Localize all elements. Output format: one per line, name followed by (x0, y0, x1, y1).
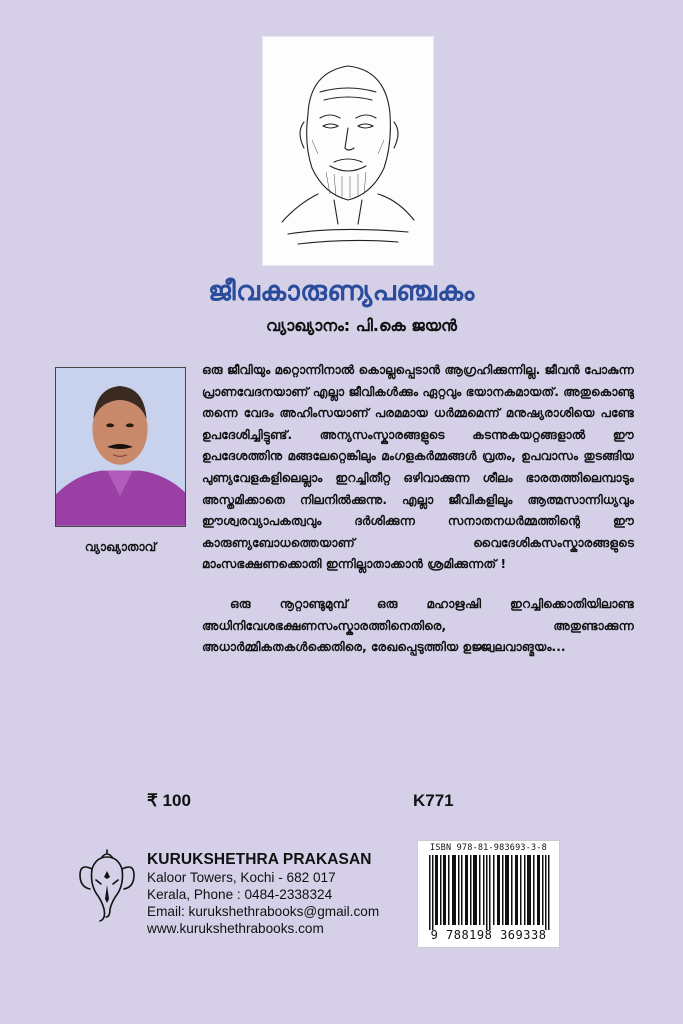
blurb-paragraph: ഒരു നൂറ്റാണ്ടുമുമ്പ് ഒരു മഹാഋഷി ഇറച്ചിക്കൊതിയിലാണ്ട അധിനിവേശഭക്ഷണസംസ്കാരത്തിനെതിരെ, അതുണ്ടാക്കുന്ന അധാർമ്മികതകൾക്കെതിരെ, രേഖപ്പെടുത്തിയ ഉജ്ജ്വലവാങ്മയം... (202, 596, 634, 655)
author-photo (55, 367, 186, 527)
author-caption: വ്യാഖ്യാതാവ് (84, 540, 157, 554)
isbn-label: ISBN 978-81-983693-3-8 (430, 843, 547, 853)
book-title: ജീവകാരുണ്യപഞ്ചകം (208, 276, 475, 307)
isbn-digits: 9 788198 369338 (430, 928, 547, 942)
sketch-portrait (262, 36, 434, 266)
publisher-info (147, 851, 379, 937)
book-subtitle: വ്യാഖ്യാനം: പി.കെ ജയൻ (266, 316, 457, 335)
barcode-bars-icon (425, 855, 553, 930)
blurb-paragraph: ഒരു ജീവിയും മറ്റൊന്നിനാൽ കൊല്ലപ്പെടാൻ ആഗ്രഹിക്കുന്നില്ല. ജീവൻ പോകുന്ന പ്രാണവേദനയാണ് എല്ലാ ജീവികൾക്കും ഏറ്റവും ഭയാനകമായത്. അതുകൊണ്ടു തന്നെ വേദം അഹിംസയാണ് പരമമായ ധർമ്മമെന്ന് മനുഷ്യരാശിയെ പണ്ടേ ഉപദേശിച്ചിട്ടുണ്ട്. അന്യസംസ്കാരങ്ങളുടെ കടന്നുകയറ്റങ്ങളാൽ ഈ ഉപദേശത്തിനു മങ്ങലേറ്റെങ്കിലും മംഗളകർമ്മങ്ങൾ വ്രതം, ഉപവാസം തുടങ്ങിയ പുണ്യവേളകളിലെല്ലാം ഇറച്ചിതീറ്റ ഒഴിവാക്കുന്ന ശീലം ഭാരതത്തിലെമ്പാടും അസ്തമിക്കാതെ നിലനിൽക്കുന്നു. എല്ലാ ജീവികളിലും ആത്മസാന്നിധ്യവും ഈശ്വരവ്യാപകത്വവും ദർശിക്കുന്ന സനാതനധർമ്മത്തിന്റെ ഈ കാരുണ്യബോധത്തെയാണ് വൈദേശികസംസ്കാരങ്ങളുടെ മാംസഭക്ഷണക്കൊതി ഇന്നില്ലാതാക്കാൻ ശ്രമിക്കുന്നത് ! (202, 363, 634, 572)
blurb (202, 360, 634, 659)
publisher-email: Email: kurukshethrabooks@gmail.com (147, 904, 380, 919)
publisher-address-line1: Kaloor Towers, Kochi - 682 017 (147, 870, 336, 885)
publisher-address-line2: Kerala, Phone : 0484-2338324 (147, 887, 333, 902)
author-portrait-icon (56, 368, 185, 526)
publisher-website: www.kurukshethrabooks.com (147, 921, 324, 936)
isbn-barcode (417, 840, 560, 948)
sage-sketch-icon (268, 44, 428, 258)
publisher-name: KURUKSHETHRA PRAKASAN (147, 851, 372, 868)
book-code: K771 (413, 791, 454, 810)
price: ₹ 100 (147, 791, 191, 810)
ganesha-logo-icon (76, 847, 138, 925)
publisher-logo (76, 847, 138, 925)
